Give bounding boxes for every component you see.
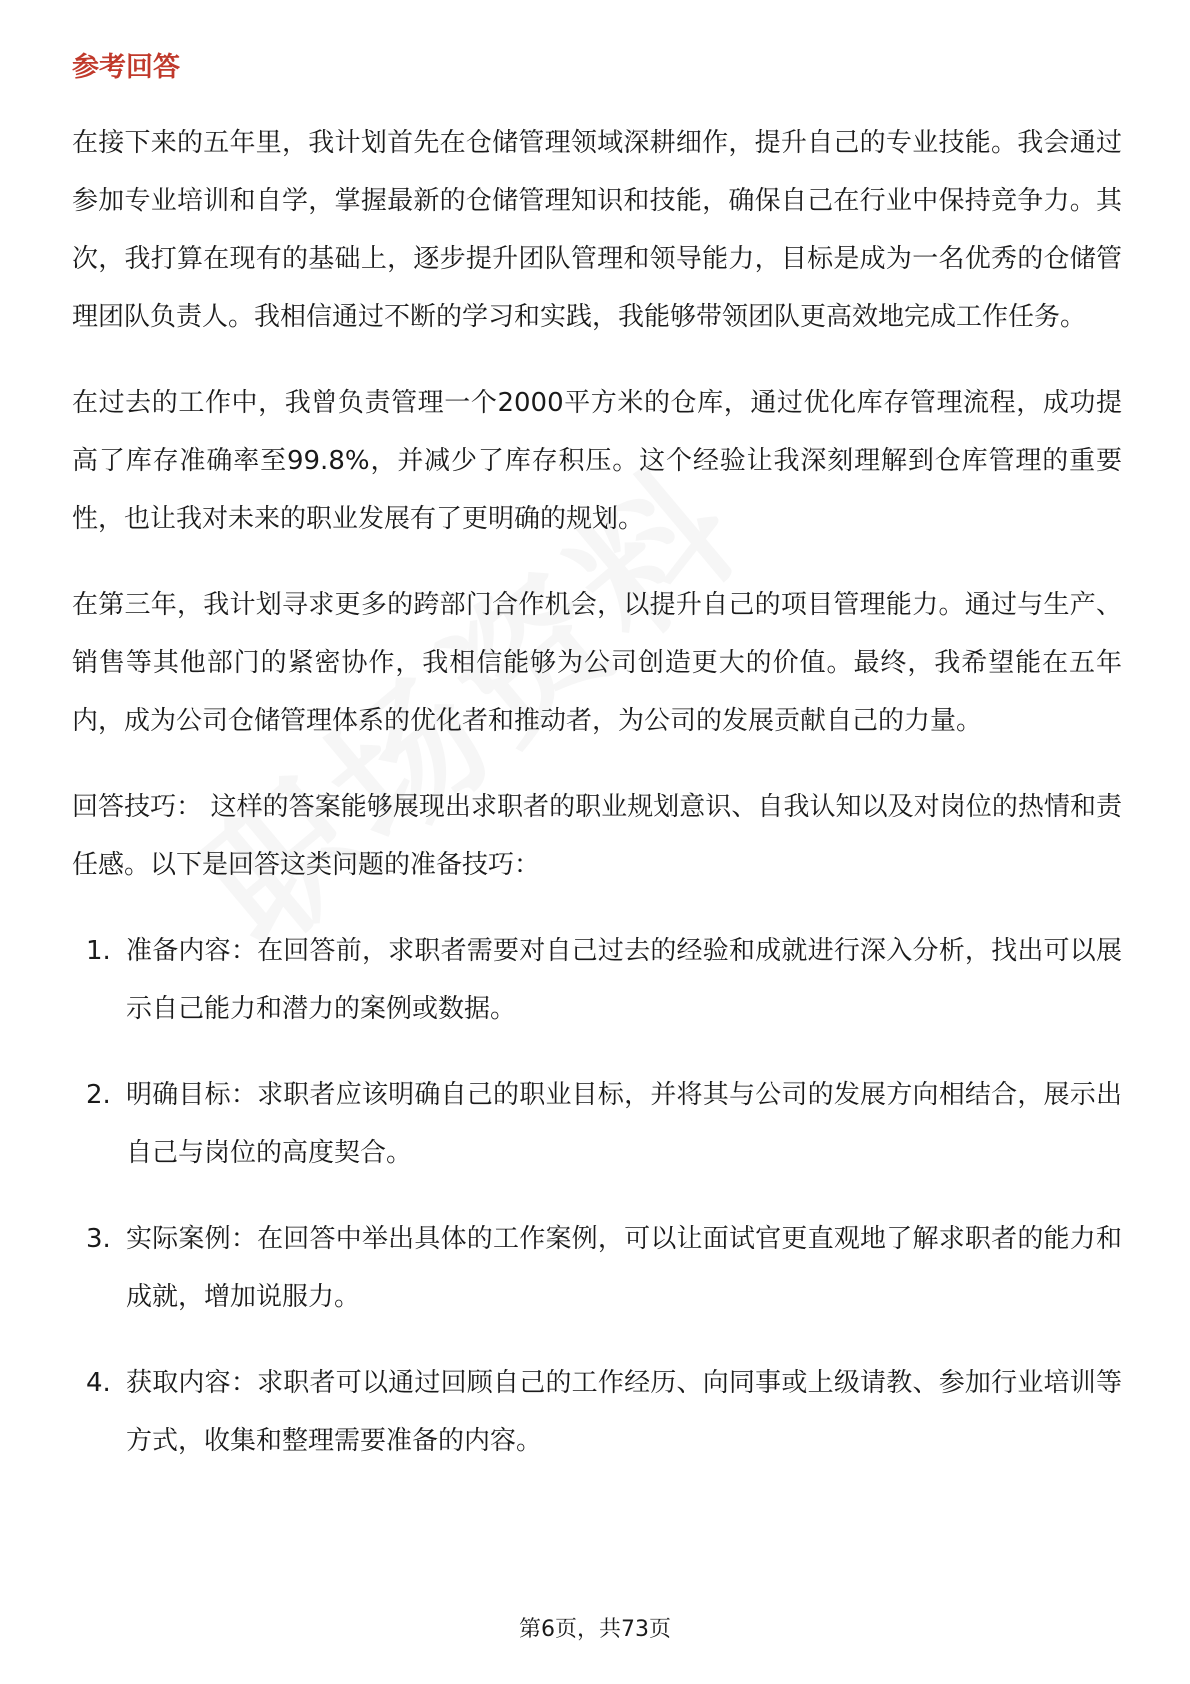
document-body	[72, 48, 1122, 1498]
paragraph-third-year: 在第三年，我计划寻求更多的跨部门合作机会，以提升自己的项目管理能力。通过与生产、销售等其他部门的紧密协作，我相信能够为公司创造更大的价值。最终，我希望能在五年内，成为公司仓储管理体系的优化者和推动者，为公司的发展贡献自己的力量。	[72, 590, 1122, 736]
list-number: 4.	[86, 1368, 111, 1398]
list-item	[72, 1354, 1122, 1470]
list-text: 明确目标：求职者应该明确自己的职业目标，并将其与公司的发展方向相结合，展示出自己与岗位的高度契合。	[126, 1080, 1122, 1168]
list-number: 3.	[86, 1224, 111, 1254]
paragraph-experience: 在过去的工作中，我曾负责管理一个2000平方米的仓库，通过优化库存管理流程，成功提高了库存准确率至99.8%，并减少了库存积压。这个经验让我深刻理解到仓库管理的重要性，也让我对未来的职业发展有了更明确的规划。	[72, 388, 1122, 534]
section-heading: 参考回答	[72, 52, 180, 83]
list-text: 实际案例：在回答中举出具体的工作案例，可以让面试官更直观地了解求职者的能力和成就，增加说服力。	[126, 1224, 1122, 1312]
list-number: 1.	[86, 936, 111, 966]
list-item	[72, 1066, 1122, 1182]
list-text: 准备内容：在回答前，求职者需要对自己过去的经验和成就进行深入分析，找出可以展示自己能力和潜力的案例或数据。	[126, 936, 1122, 1024]
tips-list	[72, 922, 1122, 1470]
list-number: 2.	[86, 1080, 111, 1110]
list-item	[72, 922, 1122, 1038]
list-text: 获取内容：求职者可以通过回顾自己的工作经历、向同事或上级请教、参加行业培训等方式，收集和整理需要准备的内容。	[126, 1368, 1122, 1456]
list-item	[72, 1210, 1122, 1326]
page-number-footer: 第6页，共73页	[519, 1617, 671, 1642]
paragraph-plan: 在接下来的五年里，我计划首先在仓储管理领域深耕细作，提升自己的专业技能。我会通过参加专业培训和自学，掌握最新的仓储管理知识和技能，确保自己在行业中保持竞争力。其次，我打算在现有的基础上，逐步提升团队管理和领导能力，目标是成为一名优秀的仓储管理团队负责人。我相信通过不断的学习和实践，我能够带领团队更高效地完成工作任务。	[72, 128, 1122, 332]
paragraph-tips-intro: 回答技巧： 这样的答案能够展现出求职者的职业规划意识、自我认知以及对岗位的热情和责任感。以下是回答这类问题的准备技巧：	[72, 792, 1122, 880]
